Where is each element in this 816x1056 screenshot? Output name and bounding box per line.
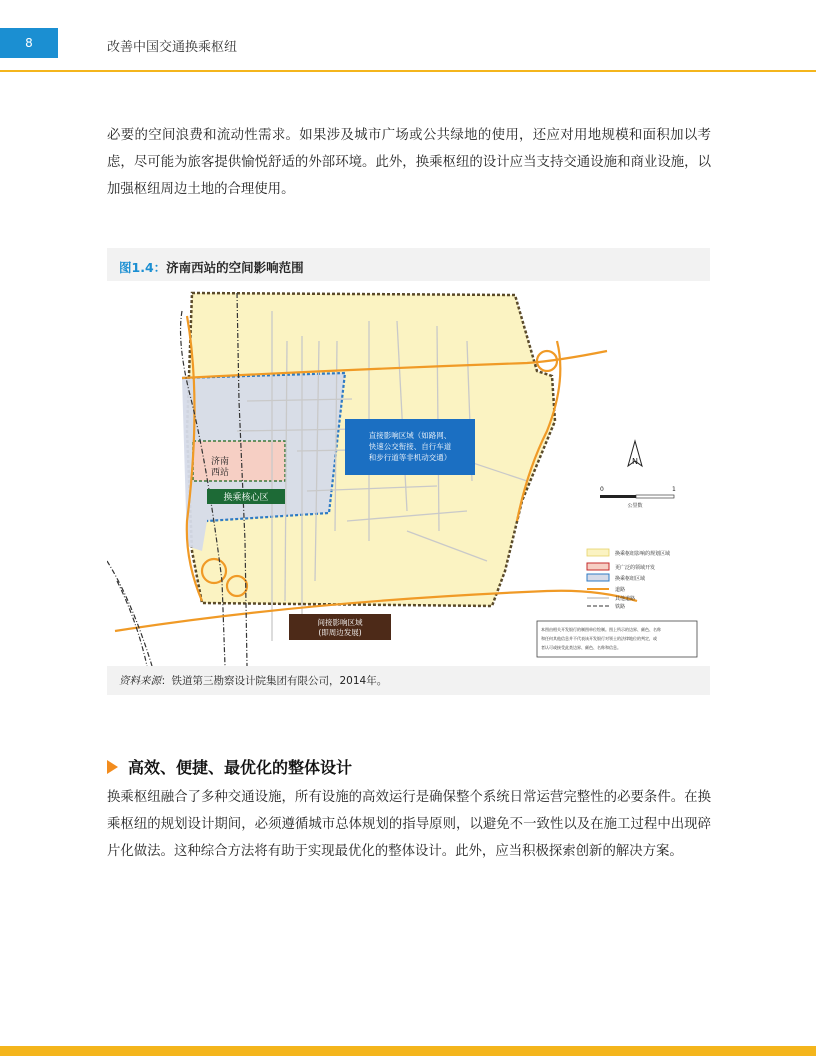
- scale-bar: [600, 486, 676, 509]
- disclaimer-line1: 本图由相关开发银行的制图单位绘制。图上所示的边界、颜色、名称: [541, 627, 661, 632]
- figure-number: 图1.4: [119, 260, 154, 275]
- core-zone: [193, 441, 285, 481]
- source-label: 资料来源: [119, 675, 161, 687]
- direct-zone-line1: 直接影响区域（如路网、: [368, 431, 452, 440]
- running-title: 改善中国交通换乘枢纽: [107, 40, 238, 55]
- legend: [587, 549, 670, 610]
- north-arrow-icon: [628, 441, 642, 466]
- indirect-zone-line1: 间接影响区域: [317, 618, 363, 627]
- svg-text:1: 1: [672, 486, 676, 493]
- station-label-line1: 济南: [211, 457, 230, 467]
- svg-text:道路: 道路: [615, 587, 626, 593]
- svg-text:其他道路: 其他道路: [615, 596, 636, 602]
- figure-source: [119, 673, 387, 688]
- header-rule: [0, 70, 816, 72]
- figure-title: 济南西站的空间影响范围: [166, 260, 304, 275]
- section-heading-text: 高效、便捷、最优化的整体设计: [128, 758, 353, 777]
- section-heading: [107, 755, 352, 778]
- svg-text:更广泛的领域开发: 更广泛的领域开发: [615, 565, 656, 571]
- svg-text:铁路: 铁路: [615, 604, 626, 610]
- svg-text:换乘枢纽影响的规划区域: 换乘枢纽影响的规划区域: [615, 551, 671, 557]
- triangle-bullet-icon: [107, 760, 118, 774]
- core-label: 换乘核心区: [223, 493, 269, 503]
- disclaimer-line3: 者认可或接受此类边界、颜色、名称和信息。: [541, 645, 621, 650]
- source-text: ：铁道第三勘察设计院集团有限公司，2014年。: [161, 675, 388, 687]
- svg-text:0: 0: [600, 486, 604, 493]
- svg-text:公里数: 公里数: [627, 503, 643, 509]
- body-paragraph-1: 必要的空间浪费和流动性需求。如果涉及城市广场或公共绿地的使用，还应对用地规模和面积加以考虑，尽可能为旅客提供愉悦舒适的外部环境。此外，换乘枢纽的设计应当支持交通设施和商业设施，以加强枢纽周边土地的合理使用。: [107, 128, 711, 197]
- influence-map: [107, 281, 710, 666]
- disclaimer-line2: 和任何其他信息并不代表该开发银行对领土的法律地位的判定，或: [541, 636, 657, 641]
- svg-text:换乘枢纽区域: 换乘枢纽区域: [615, 576, 646, 582]
- page-number: 8: [0, 28, 58, 58]
- body-paragraph-2: 换乘枢纽融合了多种交通设施，所有设施的高效运行是确保整个系统日常运营完整性的必要条件。在换乘枢纽的规划设计期间，必须遵循城市总体规划的指导原则，以避免不一致性以及在施工过程中出现碎片化做法。这种综合方法将有助于实现最优化的整体设计。此外，应当积极探索创新的解决方案。: [107, 790, 711, 859]
- direct-zone-line2: 快速公交衔接、自行车道: [368, 442, 452, 451]
- station-label-line2: 西站: [211, 468, 230, 478]
- indirect-zone-line2: (即周边发展): [318, 628, 362, 637]
- figure-separator: ：: [153, 260, 167, 275]
- figure-caption: [119, 258, 304, 276]
- footer-rule: [0, 1046, 816, 1056]
- direct-zone-line3: 和步行道等非机动交通）: [368, 453, 452, 462]
- svg-text:N: N: [632, 457, 638, 466]
